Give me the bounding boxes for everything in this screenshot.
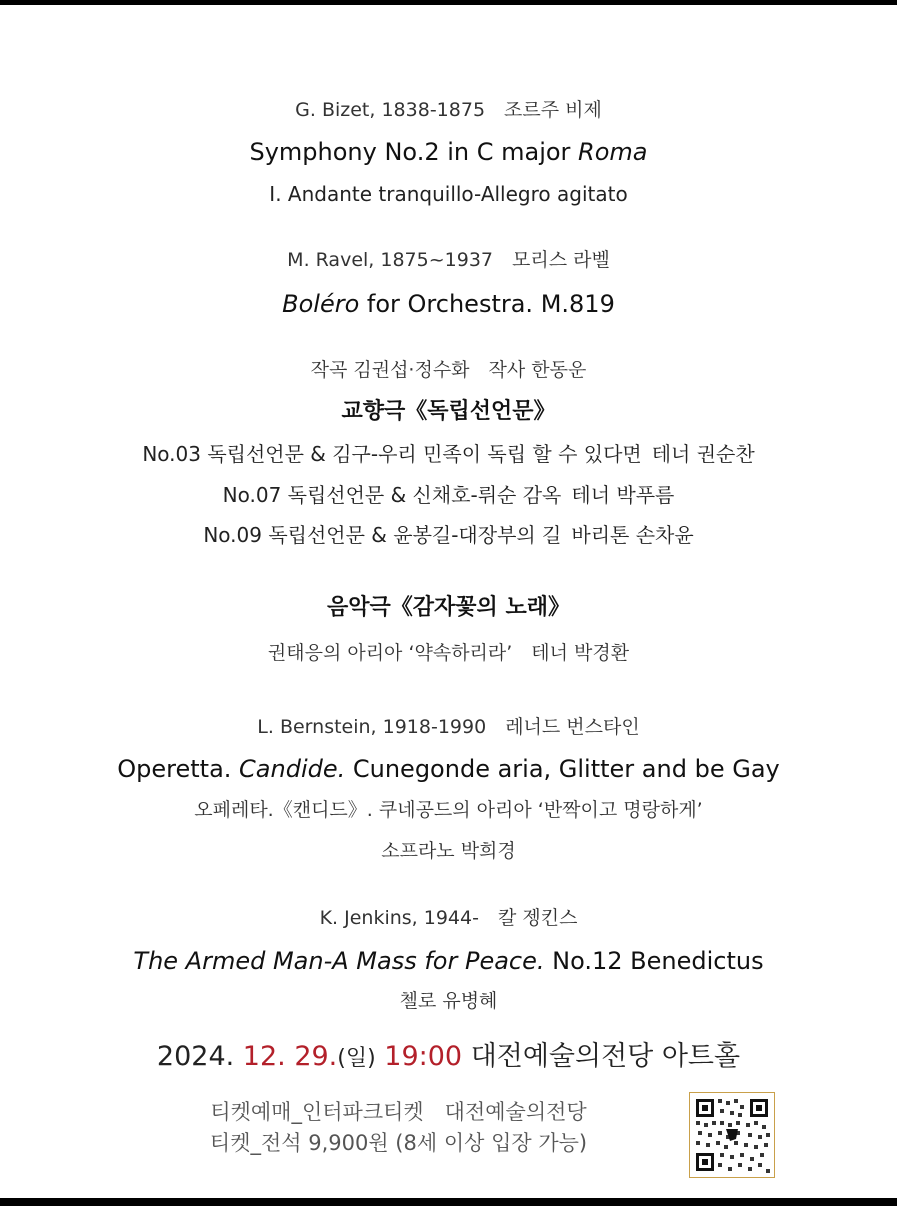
event-time: 19:00 [384,1041,463,1072]
event-date-venue [0,1043,897,1070]
potato-aria: 권태응의 아리아 ‘약속하리라’ 테너 박경환 [267,642,630,664]
ticket-price: 티켓_전석 9,900원 (8세 이상 입장 가능) [209,1131,588,1155]
independence-title: 교향극《독립선언문》 [341,399,556,424]
bernstein-composer: L. Bernstein, 1918-1990 레너드 번스타인 [257,716,640,738]
jenkins-performer: 첼로 유병혜 [399,990,498,1012]
potato-title: 음악극《감자꽃의 노래》 [327,595,570,620]
bernstein-korean-title: 오페레타.《캔디드》. 쿠네공드의 아리아 ‘반짝이고 명랑하게’ [194,799,703,821]
bizet-movement: I. Andante tranquillo-Allegro agitato [269,182,628,206]
event-weekday: (일) [337,1046,376,1071]
qr-code-icon[interactable] [689,1092,775,1178]
independence-item: No.03 독립선언문 & 김구-우리 민족이 독립 할 수 있다면 테너 권순찬 [142,442,755,466]
ravel-composer: M. Ravel, 1875~1937 모리스 라벨 [287,249,610,271]
jenkins-composer: K. Jenkins, 1944- 칼 젱킨스 [319,907,578,929]
event-year: 2024. [156,1041,235,1072]
bernstein-performer: 소프라노 박희경 [381,840,516,862]
independence-item: No.09 독립선언문 & 윤봉길-대장부의 길 바리톤 손차윤 [203,523,694,547]
qr-code-graphic [690,1093,774,1177]
event-venue: 대전예술의전당 아트홀 [470,1041,741,1072]
ticket-booking: 티켓예매_인터파크티켓 대전예술의전당 [210,1100,587,1124]
bizet-work-title: Symphony No.2 in C major Roma [249,138,648,166]
ravel-work-title: Boléro for Orchestra. M.819 [282,290,615,318]
independence-item: No.07 독립선언문 & 신채호-뤼순 감옥 테너 박푸름 [222,483,675,507]
bernstein-work-title: Operetta. Candide. Cunegonde aria, Glitter and be Gay [117,755,780,783]
bizet-composer: G. Bizet, 1838-1875 조르주 비제 [295,99,602,121]
event-month-day: 12. 29. [242,1041,338,1072]
jenkins-work-title: The Armed Man-A Mass for Peace. No.12 Benedictus [133,947,764,975]
concert-program-page [0,5,897,1198]
independence-credits: 작곡 김권섭·정수화 작사 한동운 [310,359,587,381]
